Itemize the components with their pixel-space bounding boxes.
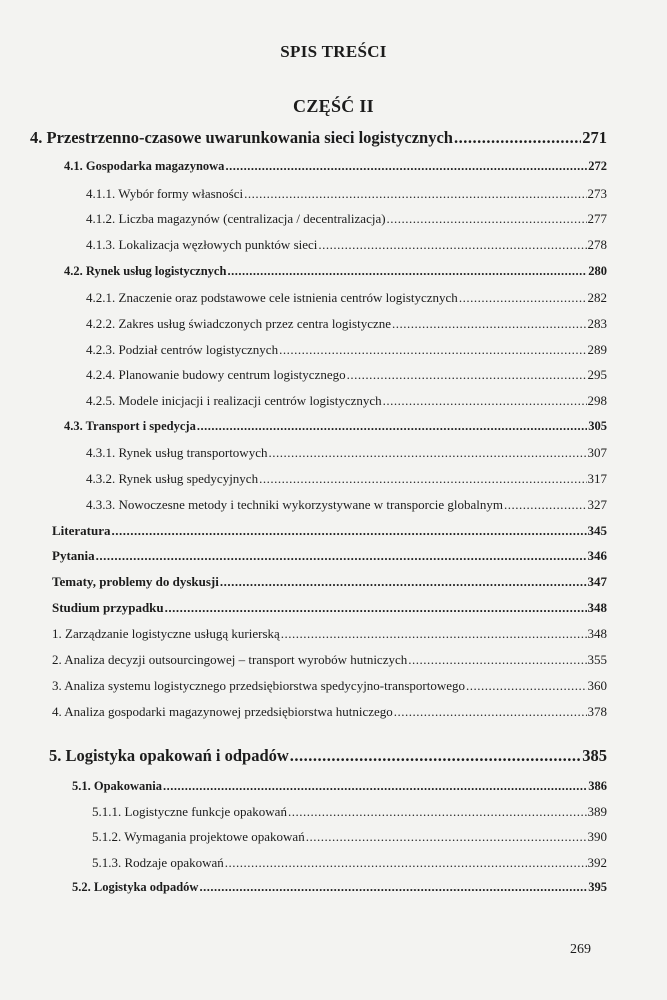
leader-dots bbox=[459, 290, 587, 306]
leader-dots bbox=[318, 237, 586, 253]
toc-page-number: 272 bbox=[588, 159, 607, 173]
toc-entry-subsection-5-1-3 bbox=[92, 855, 607, 871]
toc-page-number: 386 bbox=[588, 779, 607, 793]
leader-dots bbox=[199, 880, 587, 895]
toc-entry-section-5-1 bbox=[72, 779, 607, 794]
leader-dots bbox=[259, 471, 586, 487]
toc-page-number: 278 bbox=[587, 237, 607, 252]
toc-page-number: 283 bbox=[587, 316, 607, 331]
toc-entry-case-4 bbox=[52, 704, 607, 720]
toc-page-number: 385 bbox=[582, 746, 607, 765]
toc-entry-subsection-4-2-5 bbox=[86, 393, 607, 409]
leader-dots bbox=[225, 855, 587, 871]
toc-entry-case-2 bbox=[52, 652, 607, 668]
toc-label: 5.1.3. Rodzaje opakowań bbox=[92, 855, 224, 870]
toc-page-number: 392 bbox=[587, 855, 607, 870]
toc-label: Studium przypadku bbox=[52, 600, 164, 615]
toc-entry-section-4-1 bbox=[64, 159, 607, 174]
leader-dots bbox=[225, 159, 587, 174]
toc-page-number: 360 bbox=[587, 678, 607, 693]
toc-label: 4.2.5. Modele inicjacji i realizacji centrów logistycznych bbox=[86, 393, 382, 408]
toc-label: 4. Analiza gospodarki magazynowej przedsiębiorstwa hutniczego bbox=[52, 704, 393, 719]
toc-label: 4.2.1. Znaczenie oraz podstawowe cele istnienia centrów logistycznych bbox=[86, 290, 458, 305]
toc-page-number: 298 bbox=[587, 393, 607, 408]
toc-entry-chapter-5 bbox=[49, 746, 607, 766]
toc-label: 4.2.4. Planowanie budowy centrum logistycznego bbox=[86, 367, 346, 382]
leader-dots bbox=[392, 316, 586, 332]
leader-dots bbox=[197, 419, 587, 434]
toc-label: Pytania bbox=[52, 548, 95, 563]
toc-label: 4.3.3. Nowoczesne metody i techniki wykorzystywane w transporcie globalnym bbox=[86, 497, 503, 512]
toc-entry-section-4-2 bbox=[64, 264, 607, 279]
toc-page-number: 280 bbox=[588, 264, 607, 278]
leader-dots bbox=[281, 626, 587, 642]
toc-entry-subsection-4-3-1 bbox=[86, 445, 607, 461]
toc-label: 4.1. Gospodarka magazynowa bbox=[64, 159, 225, 173]
toc-label: 4.2. Rynek usług logistycznych bbox=[64, 264, 227, 278]
leader-dots bbox=[383, 393, 587, 409]
toc-label: 4.3.1. Rynek usług transportowych bbox=[86, 445, 268, 460]
leader-dots bbox=[96, 548, 587, 564]
toc-page-number: 347 bbox=[587, 574, 607, 589]
toc-label: 5.2. Logistyka odpadów bbox=[72, 880, 199, 894]
leader-dots bbox=[504, 497, 587, 513]
toc-label: 4. Przestrzenno-czasowe uwarunkowania sieci logistycznych bbox=[30, 128, 453, 147]
toc-label: 4.1.1. Wybór formy własności bbox=[86, 186, 244, 201]
toc-entry-case-3 bbox=[52, 678, 607, 694]
toc-label: 4.1.3. Lokalizacja węzłowych punktów sieci bbox=[86, 237, 318, 252]
toc-entry-pytania bbox=[52, 548, 607, 564]
toc-page-number: 355 bbox=[587, 652, 607, 667]
toc-entry-studium bbox=[52, 600, 607, 616]
leader-dots bbox=[220, 574, 587, 590]
toc-page-number: 277 bbox=[587, 211, 607, 226]
toc-label: Literatura bbox=[52, 523, 111, 538]
leader-dots bbox=[244, 186, 586, 202]
leader-dots bbox=[408, 652, 586, 668]
toc-page-number: 345 bbox=[587, 523, 607, 538]
toc-page-number: 282 bbox=[587, 290, 607, 305]
toc-page-number: 346 bbox=[587, 548, 607, 563]
toc-page-number: 348 bbox=[587, 626, 607, 641]
leader-dots bbox=[306, 829, 587, 845]
leader-dots bbox=[268, 445, 586, 461]
toc-label: Tematy, problemy do dyskusji bbox=[52, 574, 219, 589]
toc-page-number: 307 bbox=[587, 445, 607, 460]
leader-dots bbox=[163, 779, 587, 794]
toc-page-number: 305 bbox=[588, 419, 607, 433]
toc-entry-section-5-2 bbox=[72, 880, 607, 895]
leader-dots bbox=[111, 523, 586, 539]
leader-dots bbox=[454, 128, 581, 148]
toc-entry-subsection-5-1-1 bbox=[92, 804, 607, 820]
leader-dots bbox=[290, 746, 581, 766]
toc-entry-subsection-4-2-2 bbox=[86, 316, 607, 332]
toc-label: 2. Analiza decyzji outsourcingowej – transport wyrobów hutniczych bbox=[52, 652, 408, 667]
leader-dots bbox=[387, 211, 587, 227]
leader-dots bbox=[279, 342, 586, 358]
toc-label: 4.2.2. Zakres usług świadczonych przez centra logistyczne bbox=[86, 316, 392, 331]
page-title: SPIS TREŚCI bbox=[280, 42, 387, 61]
toc-entry-subsection-4-3-2 bbox=[86, 471, 607, 487]
toc-page-number: 327 bbox=[587, 497, 607, 512]
page-number: 269 bbox=[570, 942, 591, 957]
toc-label: 5. Logistyka opakowań i odpadów bbox=[49, 746, 289, 765]
toc-page-number: 273 bbox=[587, 186, 607, 201]
toc-page-number: 390 bbox=[587, 829, 607, 844]
toc-entry-subsection-4-2-3 bbox=[86, 342, 607, 358]
toc-entry-literatura bbox=[52, 523, 607, 539]
toc-label: 3. Analiza systemu logistycznego przedsiębiorstwa spedycyjno-transportowego bbox=[52, 678, 466, 693]
toc-label: 4.3.2. Rynek usług spedycyjnych bbox=[86, 471, 259, 486]
toc-entry-subsection-5-1-2 bbox=[92, 829, 607, 845]
toc-entry-subsection-4-3-3 bbox=[86, 497, 607, 513]
toc-page-number: 389 bbox=[587, 804, 607, 819]
toc-label: 1. Zarządzanie logistyczne usługą kurierską bbox=[52, 626, 280, 641]
toc-label: 4.3. Transport i spedycja bbox=[64, 419, 196, 433]
toc-page-number: 289 bbox=[587, 342, 607, 357]
toc-entry-tematy bbox=[52, 574, 607, 590]
toc-label: 5.1. Opakowania bbox=[72, 779, 162, 793]
toc-page-number: 317 bbox=[587, 471, 607, 486]
toc-label: 5.1.2. Wymagania projektowe opakowań bbox=[92, 829, 305, 844]
toc-label: 4.2.3. Podział centrów logistycznych bbox=[86, 342, 279, 357]
toc-entry-subsection-4-1-3 bbox=[86, 237, 607, 253]
leader-dots bbox=[288, 804, 587, 820]
part-heading: CZĘŚĆ II bbox=[293, 96, 374, 116]
toc-label: 5.1.1. Logistyczne funkcje opakowań bbox=[92, 804, 287, 819]
toc-entry-subsection-4-2-1 bbox=[86, 290, 607, 306]
leader-dots bbox=[165, 600, 587, 616]
leader-dots bbox=[394, 704, 587, 720]
toc-entry-chapter-4 bbox=[30, 128, 607, 148]
toc-page-number: 295 bbox=[587, 367, 607, 382]
leader-dots bbox=[466, 678, 586, 694]
toc-page-number: 348 bbox=[587, 600, 607, 615]
toc-page-number: 395 bbox=[588, 880, 607, 894]
toc-label: 4.1.2. Liczba magazynów (centralizacja / decentralizacja) bbox=[86, 211, 386, 226]
toc-entry-section-4-3 bbox=[64, 419, 607, 434]
toc-page-number: 271 bbox=[582, 128, 607, 147]
toc-page-number: 378 bbox=[587, 704, 607, 719]
toc-entry-subsection-4-1-2 bbox=[86, 211, 607, 227]
leader-dots bbox=[227, 264, 587, 279]
toc-entry-subsection-4-1-1 bbox=[86, 186, 607, 202]
leader-dots bbox=[347, 367, 587, 383]
toc-entry-case-1 bbox=[52, 626, 607, 642]
toc-entry-subsection-4-2-4 bbox=[86, 367, 607, 383]
